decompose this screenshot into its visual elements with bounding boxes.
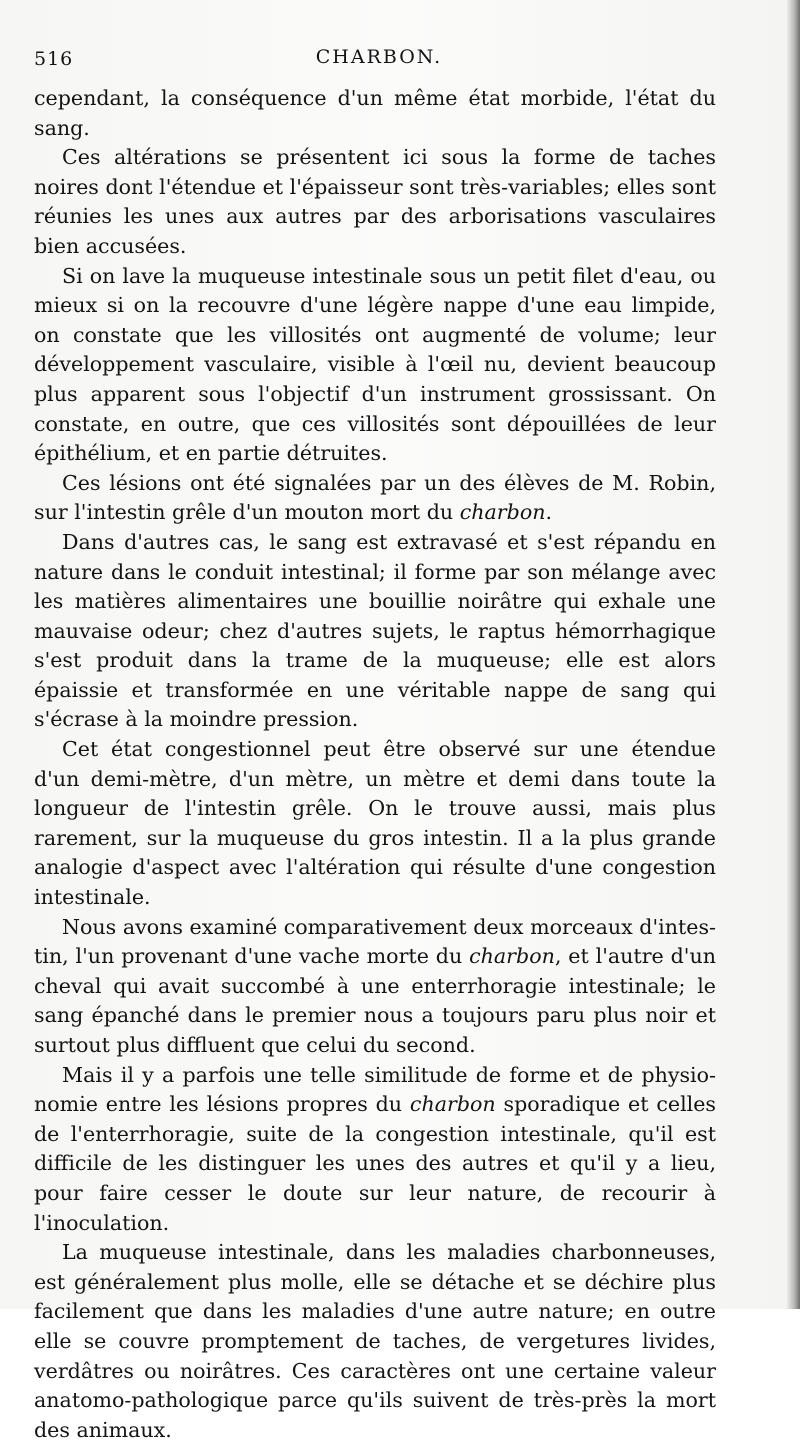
paragraph: [34, 469, 716, 528]
paragraph-text: Mais il y a parfois une telle similitude de forme et de physionomie entre les lésions propres du: [34, 1062, 716, 1117]
body-text: [34, 84, 716, 1445]
running-title: CHARBON.: [315, 46, 443, 68]
paragraph: [34, 528, 716, 735]
paragraph-text: .: [545, 500, 553, 525]
running-head: [34, 40, 724, 80]
paragraph: [34, 143, 716, 261]
paragraph-text: , et l'autre d'un cheval qui avait succombé à une enterrhoragie intestinale; le sang épanché dans le premier nous a toujours paru plus noir et surtout plus diffluent que celui du second.: [34, 944, 716, 1057]
paragraph: [34, 1238, 716, 1445]
paragraph: [34, 735, 716, 913]
paragraph: [34, 84, 716, 143]
paragraph-text: Ces altérations se présentent ici sous la forme de taches noires dont l'étendue et l'épaisseur sont très-variables; elles sont réunies les unes aux autres par des arborisations vasculaires bien accusées.: [34, 145, 716, 258]
paragraph-text: Si on lave la muqueuse intestinale sous un petit filet d'eau, ou mieux si on la recouvre d'une légère nappe d'une eau limpide, on constate que les villosités ont augmenté de volume; leur développement vasculaire, visible à l'œil nu, devient beaucoup plus apparent sous l'objectif d'un instrument grossissant. On constate, en outre, que ces villosités sont dépouillées de leur épithélium, et en partie détruites.: [34, 263, 716, 466]
paragraph: [34, 262, 716, 469]
italic-term: charbon: [469, 944, 555, 969]
paragraph-text: Ces lésions ont été signalées par un des élèves de M. Robin, sur l'intestin grêle d'un mouton mort du: [34, 470, 716, 525]
italic-term: charbon: [409, 1092, 496, 1117]
paragraph-text: sporadique et celles de l'enterrhoragie, suite de la congestion intestinale, qu'il est difficile de les distinguer les unes des autres et qu'il y a lieu, pour faire cesser le doute sur leur nature, de recourir à l'inoculation.: [34, 1092, 716, 1235]
paragraph-text: cependant, la conséquence d'un même état morbide, l'état du sang.: [34, 86, 716, 140]
paragraph-text: Cet état congestionnel peut être observé sur une étendue d'un demi-mètre, d'un mètre, un mètre et demi dans toute la longueur de l'intestin grêle. On le trouve aussi, mais plus rarement, sur la muqueuse du gros intestin. Il a la plus grande analogie d'aspect avec l'altération qui résulte d'une congestion intestinale.: [34, 737, 716, 910]
page-edge-shadow: [786, 0, 800, 1309]
paragraph-text: Dans d'autres cas, le sang est extravasé et s'est répandu en nature dans le conduit intestinal; il forme par son mélange avec les matières alimentaires une bouillie noirâtre qui exhale une mauvaise odeur; chez d'autres sujets, le raptus hémorrhagique s'est produit dans la trame de la muqueuse; elle est alors épaissie et transformée en une véritable nappe de sang qui s'écrase à la moindre pression.: [34, 529, 716, 732]
paragraph: [34, 913, 716, 1061]
italic-term: charbon: [459, 500, 546, 525]
paragraph-text: Nous avons examiné comparativement deux morceaux d'intestin, l'un provenant d'une vache morte du: [34, 914, 716, 969]
page-number: 516: [34, 48, 74, 70]
paragraph: [34, 1061, 716, 1239]
paragraph-text: La muqueuse intestinale, dans les maladies charbonneuses, est généralement plus molle, elle se détache et se déchire plus facilement que dans les maladies d'une autre nature; en outre elle se couvre promptement de taches, de vergetures livides, verdâtres ou noirâtres. Ces caractères ont une certaine valeur anatomo-pathologique parce qu'ils suivent de très-près la mort des animaux.: [34, 1240, 716, 1442]
